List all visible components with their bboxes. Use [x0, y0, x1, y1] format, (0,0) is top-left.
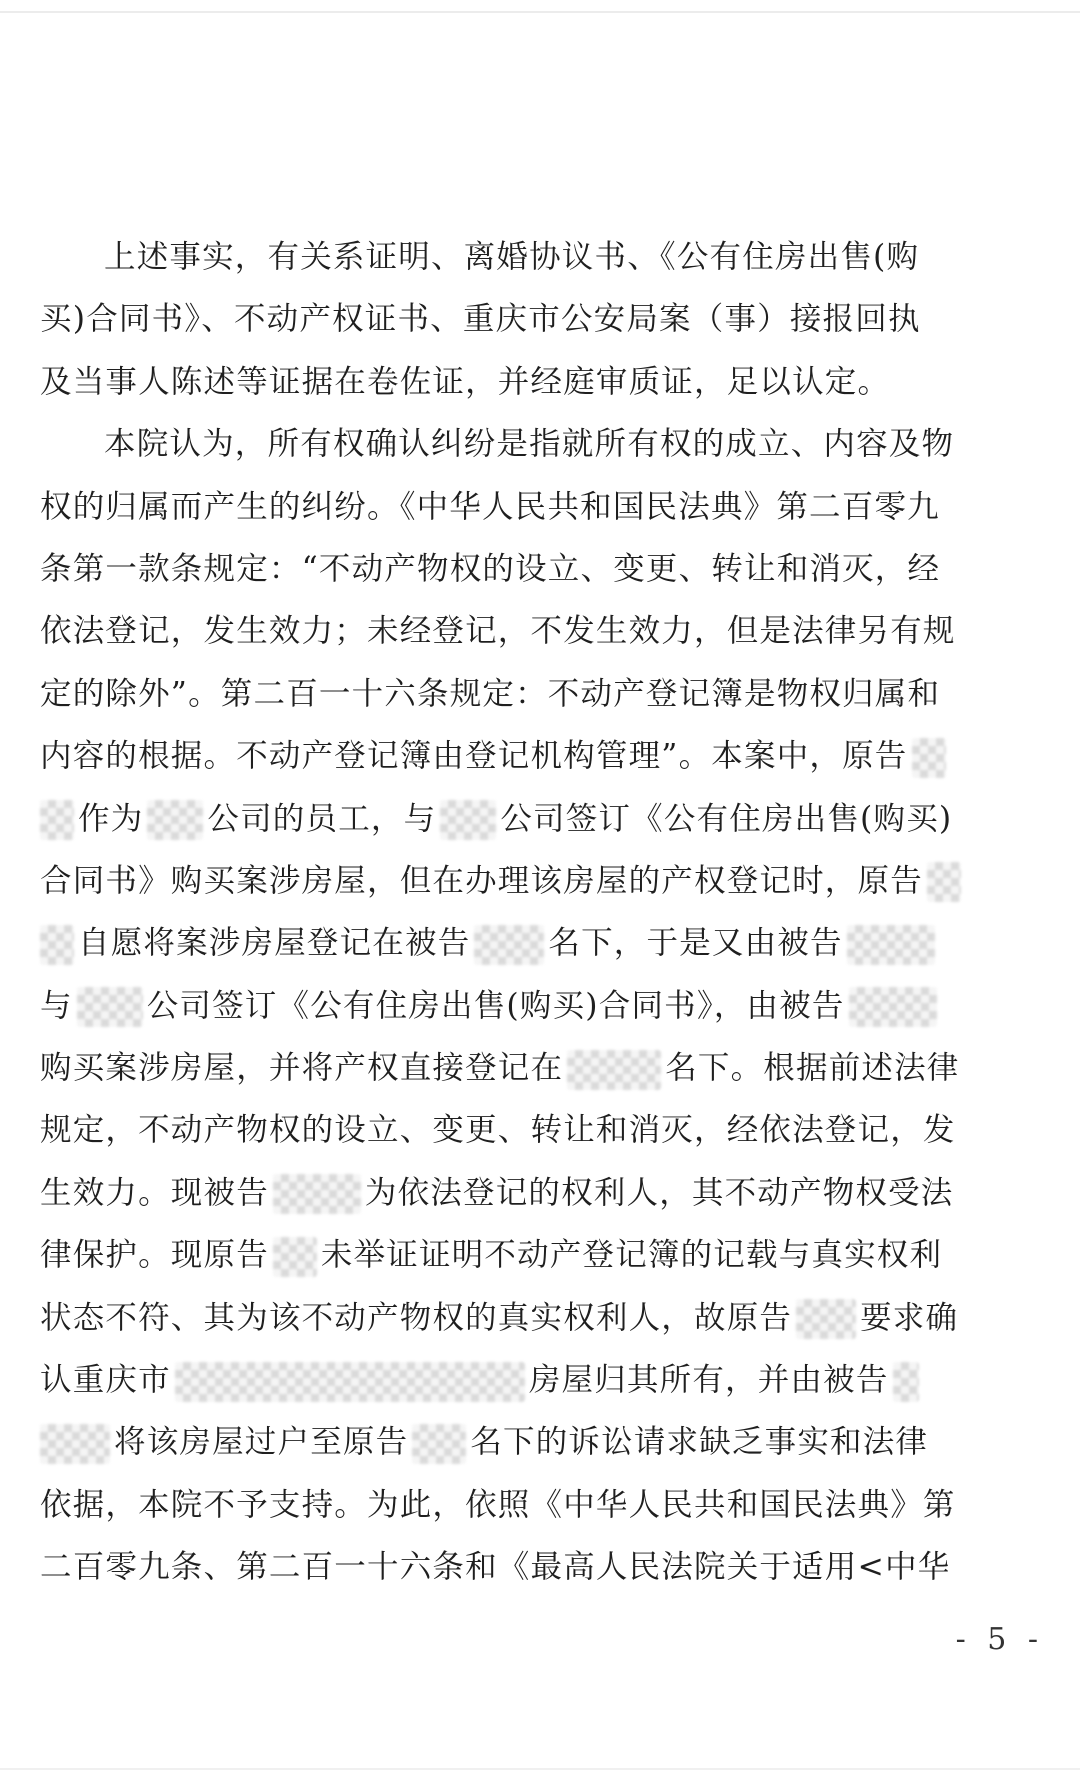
redacted-address [175, 1362, 525, 1402]
redacted-name [440, 800, 496, 840]
text-line: 律保护。现原告 未举证证明不动产登记簿的记载与真实权利 [40, 1224, 1040, 1286]
text-line: 权的归属而产生的纠纷。《中华人民共和国民法典》第二百零九 [40, 488, 940, 525]
redacted-name [912, 738, 946, 778]
redacted-name [849, 987, 937, 1027]
text-line: 及当事人陈述等证据在卷佐证，并经庭审质证，足以认定。 [40, 363, 891, 400]
text-line: 依据，本院不予支持。为此，依照《中华人民共和国民法典》第 [40, 1486, 956, 1523]
top-border [0, 11, 1080, 13]
text-line: 购买案涉房屋，并将产权直接登记在 名下。根据前述法律 [40, 1037, 1040, 1099]
text-line: 认重庆市 房屋归其所有，并由被告 [40, 1349, 1040, 1411]
text-line: 二百零九条、第二百一十六条和《最高人民法院关于适用<中华 [40, 1549, 951, 1586]
text-line: 买)合同书》、不动产权证书、重庆市公安局案（事）接报回执 [40, 301, 921, 338]
redacted-name [796, 1299, 856, 1339]
redacted-name [40, 800, 74, 840]
text-line: 定的除外”。第二百一十六条规定：不动产登记簿是物权归属和 [40, 675, 941, 712]
document-page [40, 226, 1040, 1599]
text-line: 作为 公司的员工，与 公司签订《公有住房出售(购买) [40, 788, 1040, 850]
redacted-name [273, 1237, 317, 1277]
redacted-name [567, 1050, 661, 1090]
text-line: 规定，不动产物权的设立、变更、转让和消灭，经依法登记，发 [40, 1112, 956, 1149]
redacted-name [847, 925, 935, 965]
text-line: 自愿将案涉房屋登记在被告 名下，于是又由被告 [40, 912, 1040, 974]
redacted-name [474, 925, 544, 965]
redacted-name [927, 862, 961, 902]
text-line: 状态不符、其为该不动产物权的真实权利人，故原告 要求确 [40, 1287, 1040, 1349]
redacted-name [273, 1174, 361, 1214]
redacted-name [147, 800, 203, 840]
redacted-name [40, 925, 74, 965]
text-line: 将该房屋过户至原告 名下的诉讼请求缺乏事实和法律 [40, 1411, 1040, 1473]
text-line: 合同书》购买案涉房屋，但在办理该房屋的产权登记时，原告 [40, 850, 1040, 912]
redacted-name [77, 987, 143, 1027]
text-line: 本院认为，所有权确认纠纷是指就所有权的成立、内容及物 [104, 426, 955, 463]
page-number: - 5 - [955, 1622, 1044, 1657]
text-line: 上述事实，有关系证明、离婚协议书、《公有住房出售(购 [104, 239, 920, 275]
text-line: 内容的根据。不动产登记簿由登记机构管理”。本案中，原告 [40, 725, 1040, 787]
text-line: 依法登记，发生效力；未经登记，不发生效力，但是法律另有规 [40, 613, 956, 650]
text-line: 条第一款条规定：“不动产物权的设立、变更、转让和消灭，经 [40, 550, 941, 587]
text-line: 生效力。现被告 为依法登记的权利人，其不动产物权受法 [40, 1162, 1040, 1224]
bottom-border [0, 1768, 1080, 1770]
redacted-name [893, 1362, 919, 1402]
redacted-name [40, 1424, 110, 1464]
text-line: 与 公司签订《公有住房出售(购买)合同书》，由被告 [40, 975, 1040, 1037]
redacted-name [412, 1424, 466, 1464]
